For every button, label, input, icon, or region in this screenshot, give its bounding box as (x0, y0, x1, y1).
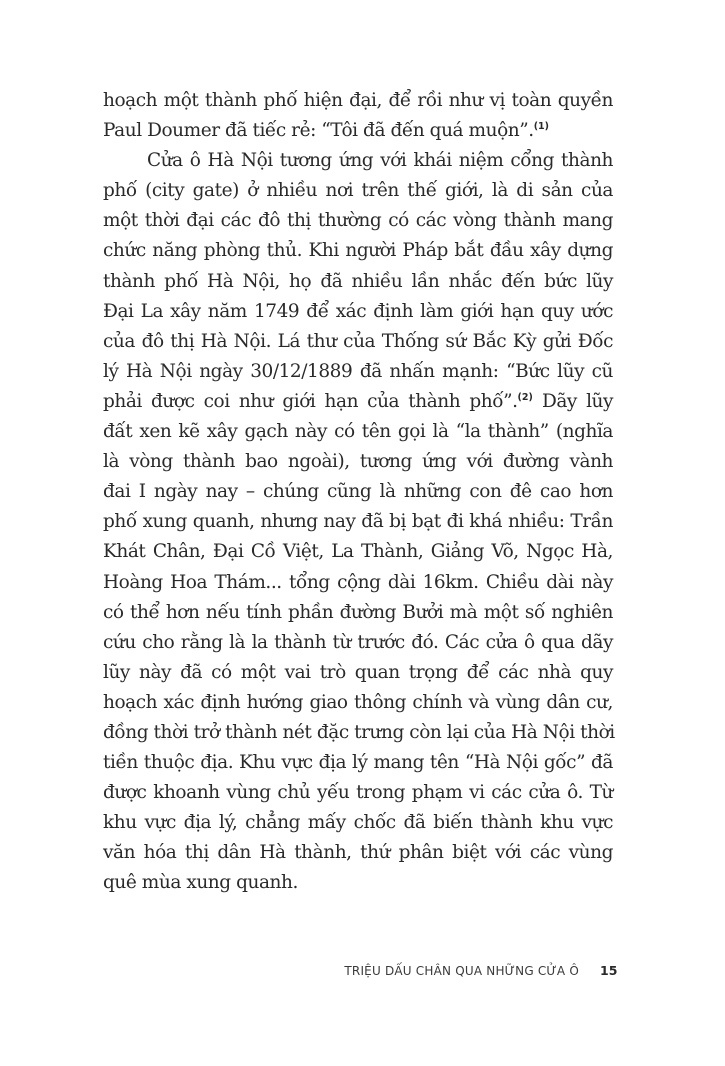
footnote-ref: (1) (533, 121, 549, 133)
paragraph-first-line: Cửa ô Hà Nội tương ứng với khái niệm cổng thành (147, 150, 613, 172)
text-line (103, 387, 613, 417)
text-line: Đại La xây năm 1749 để xác định làm giới hạn quy ước (103, 300, 613, 322)
text-line: lũy này đã có một vai trò quan trọng để các nhà quy (103, 661, 613, 683)
text-fragment: Paul Doumer đã tiếc rẻ: “Tôi đã đến quá muộn”. (103, 120, 534, 142)
text-line: hoạch xác định hướng giao thông chính và vùng dân cư, (103, 691, 613, 713)
text-line: phố (city gate) ở nhiều nơi trên thế giới, là di sản của (103, 180, 613, 202)
text-line: được khoanh vùng chủ yếu trong phạm vi các cửa ô. Từ (103, 782, 613, 804)
text-line: thành phố Hà Nội, họ đã nhiều lần nhắc đến bức lũy (103, 270, 613, 292)
text-line: tiền thuộc địa. Khu vực địa lý mang tên “Hà Nội gốc” đã (103, 752, 613, 774)
text-line: quê mùa xung quanh. (103, 872, 298, 894)
text-line: đất xen kẽ xây gạch này có tên gọi là “la thành” (nghĩa (103, 421, 613, 443)
text-line: một thời đại các đô thị thường có các vòng thành mang (103, 210, 613, 232)
text-line: đai I ngày nay – chúng cũng là những con đê cao hơn (103, 481, 613, 503)
text-line: lý Hà Nội ngày 30/12/1889 đã nhấn mạnh: “Bức lũy cũ (103, 360, 613, 382)
body-text (103, 86, 613, 899)
text-line: của đô thị Hà Nội. Lá thư của Thống sứ Bắc Kỳ gửi Đốc (103, 330, 613, 352)
text-line: văn hóa thị dân Hà thành, thứ phân biệt với các vùng (103, 842, 613, 864)
text-line: hoạch một thành phố hiện đại, để rồi như vị toàn quyền (103, 90, 613, 111)
footnote-ref: (2) (517, 391, 533, 403)
running-title: TRIỆU DẤU CHÂN QUA NHỮNG CỬA Ô (344, 964, 579, 978)
text-line: đồng thời trở thành nét đặc trưng còn lại của Hà Nội thời (103, 721, 615, 743)
text-line: Khát Chân, Đại Cồ Việt, La Thành, Giảng Võ, Ngọc Hà, (103, 541, 613, 563)
text-line: chức năng phòng thủ. Khi người Pháp bắt đầu xây dựng (103, 240, 613, 262)
text-line: là vòng thành bao ngoài), tương ứng với đường vành (103, 451, 613, 473)
text-line: phố xung quanh, nhưng nay đã bị bạt đi khá nhiều: Trần (103, 511, 613, 533)
text-line (103, 116, 613, 146)
page-number: 15 (600, 963, 618, 978)
text-line: có thể hơn nếu tính phần đường Bưởi mà một số nghiên (103, 601, 613, 623)
text-fragment: Dãy lũy (532, 390, 613, 412)
text-fragment: phải được coi như giới hạn của thành phố”. (103, 390, 518, 412)
text-line: Hoàng Hoa Thám... tổng cộng dài 16km. Chiều dài này (103, 571, 613, 593)
text-line: khu vực địa lý, chẳng mấy chốc đã biến thành khu vực (103, 812, 613, 834)
text-line: cứu cho rằng là la thành từ trước đó. Các cửa ô qua dãy (103, 631, 613, 653)
